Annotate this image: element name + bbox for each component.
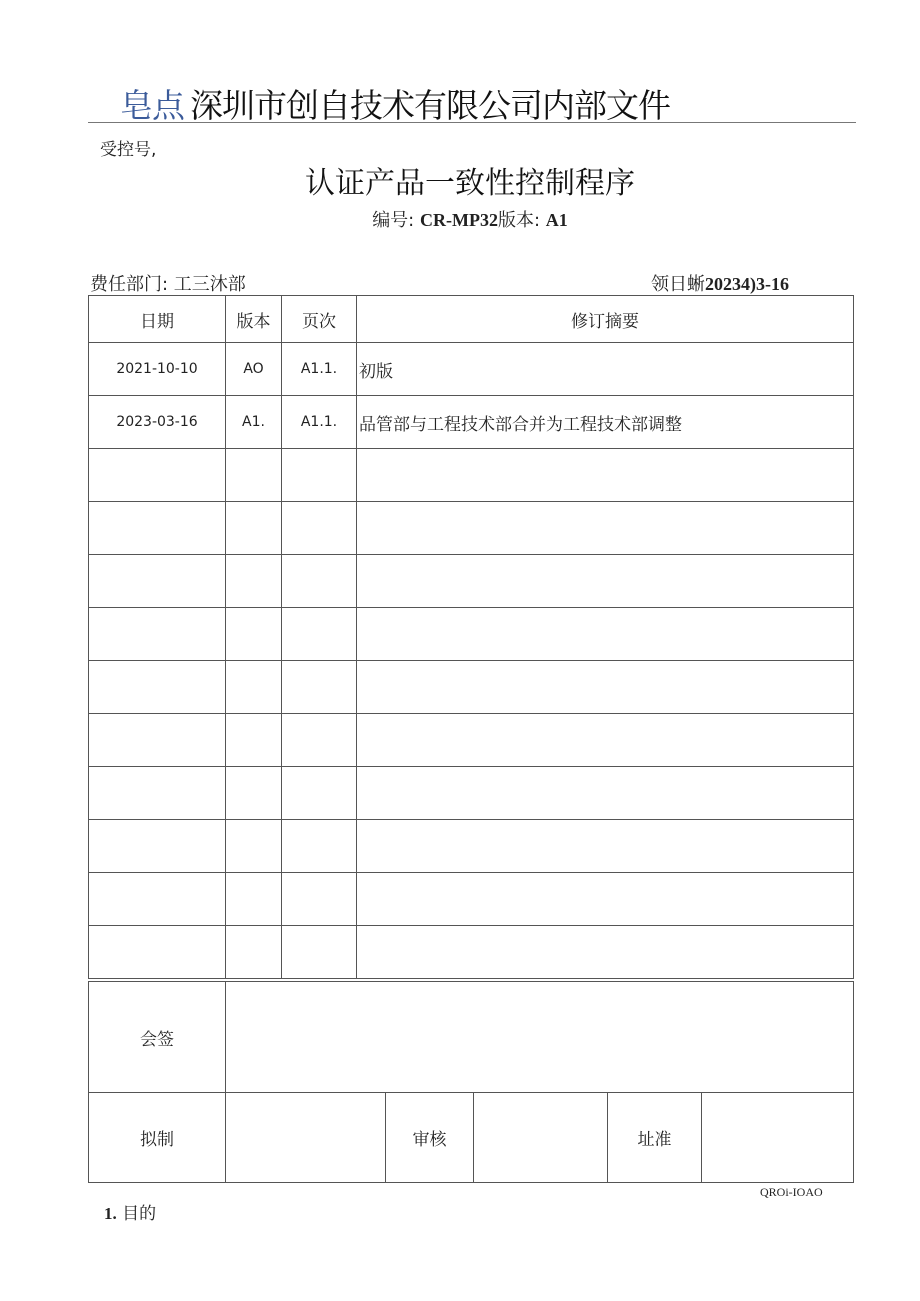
issue-date: [651, 270, 789, 296]
company-name: 深圳市创自技术有限公司内部文件: [190, 86, 670, 125]
issue-date-label: 领日蜥: [651, 274, 705, 295]
section-number: 1.: [104, 1204, 117, 1223]
form-code: QROi-IOAO: [760, 1185, 823, 1199]
revision-table: [88, 295, 854, 979]
table-row-empty: [89, 820, 854, 873]
table-row: [89, 343, 854, 396]
drafted-label: 拟制: [89, 1093, 226, 1183]
document-title: 认证产品一致性控制程序: [305, 166, 635, 201]
company-logo-text: 皂点: [120, 86, 184, 125]
header-page: 页次: [282, 296, 357, 343]
row-version: A1.: [226, 396, 282, 449]
header-version: 版本: [226, 296, 282, 343]
number-value: CR-MP32: [420, 210, 498, 230]
section-heading: [104, 1199, 156, 1224]
approved-label: 址准: [608, 1093, 702, 1183]
version-label: 版本:: [497, 210, 541, 231]
table-row-empty: [89, 714, 854, 767]
approved-field: [702, 1093, 854, 1183]
drafted-field: [226, 1093, 386, 1183]
row-summary: 品管部与工程技术部合并为工程技术部调整: [357, 396, 854, 449]
row-summary: 初版: [357, 343, 854, 396]
countersign-label: 会签: [89, 982, 226, 1093]
reviewed-field: [474, 1093, 608, 1183]
row-page: A1.1.: [282, 343, 357, 396]
row-version: AO: [226, 343, 282, 396]
countersign-field: [226, 982, 854, 1093]
row-date: 2023-03-16: [89, 396, 226, 449]
header-divider: [88, 122, 856, 123]
number-label: 编号:: [372, 210, 415, 231]
section-title: 目的: [122, 1204, 157, 1224]
table-row-empty: [89, 926, 854, 979]
table-row-empty: [89, 608, 854, 661]
header-date: 日期: [89, 296, 226, 343]
signature-table: [88, 981, 854, 1183]
document-meta: [0, 206, 920, 232]
version-value: A1: [545, 210, 568, 230]
issue-date-value: 20234)3-16: [705, 274, 789, 294]
row-page: A1.1.: [282, 396, 357, 449]
control-number-label: 受控号,: [100, 140, 157, 160]
revision-table-header: [89, 296, 854, 343]
table-row-empty: [89, 661, 854, 714]
table-row-empty: [89, 555, 854, 608]
table-row-empty: [89, 873, 854, 926]
table-row-empty: [89, 767, 854, 820]
header-summary: 修订摘要: [357, 296, 854, 343]
table-row-empty: [89, 449, 854, 502]
table-row-empty: [89, 502, 854, 555]
row-date: 2021-10-10: [89, 343, 226, 396]
reviewed-label: 审核: [386, 1093, 474, 1183]
table-row: [89, 396, 854, 449]
responsible-department: 费任部门: 工三沐部: [90, 274, 246, 295]
